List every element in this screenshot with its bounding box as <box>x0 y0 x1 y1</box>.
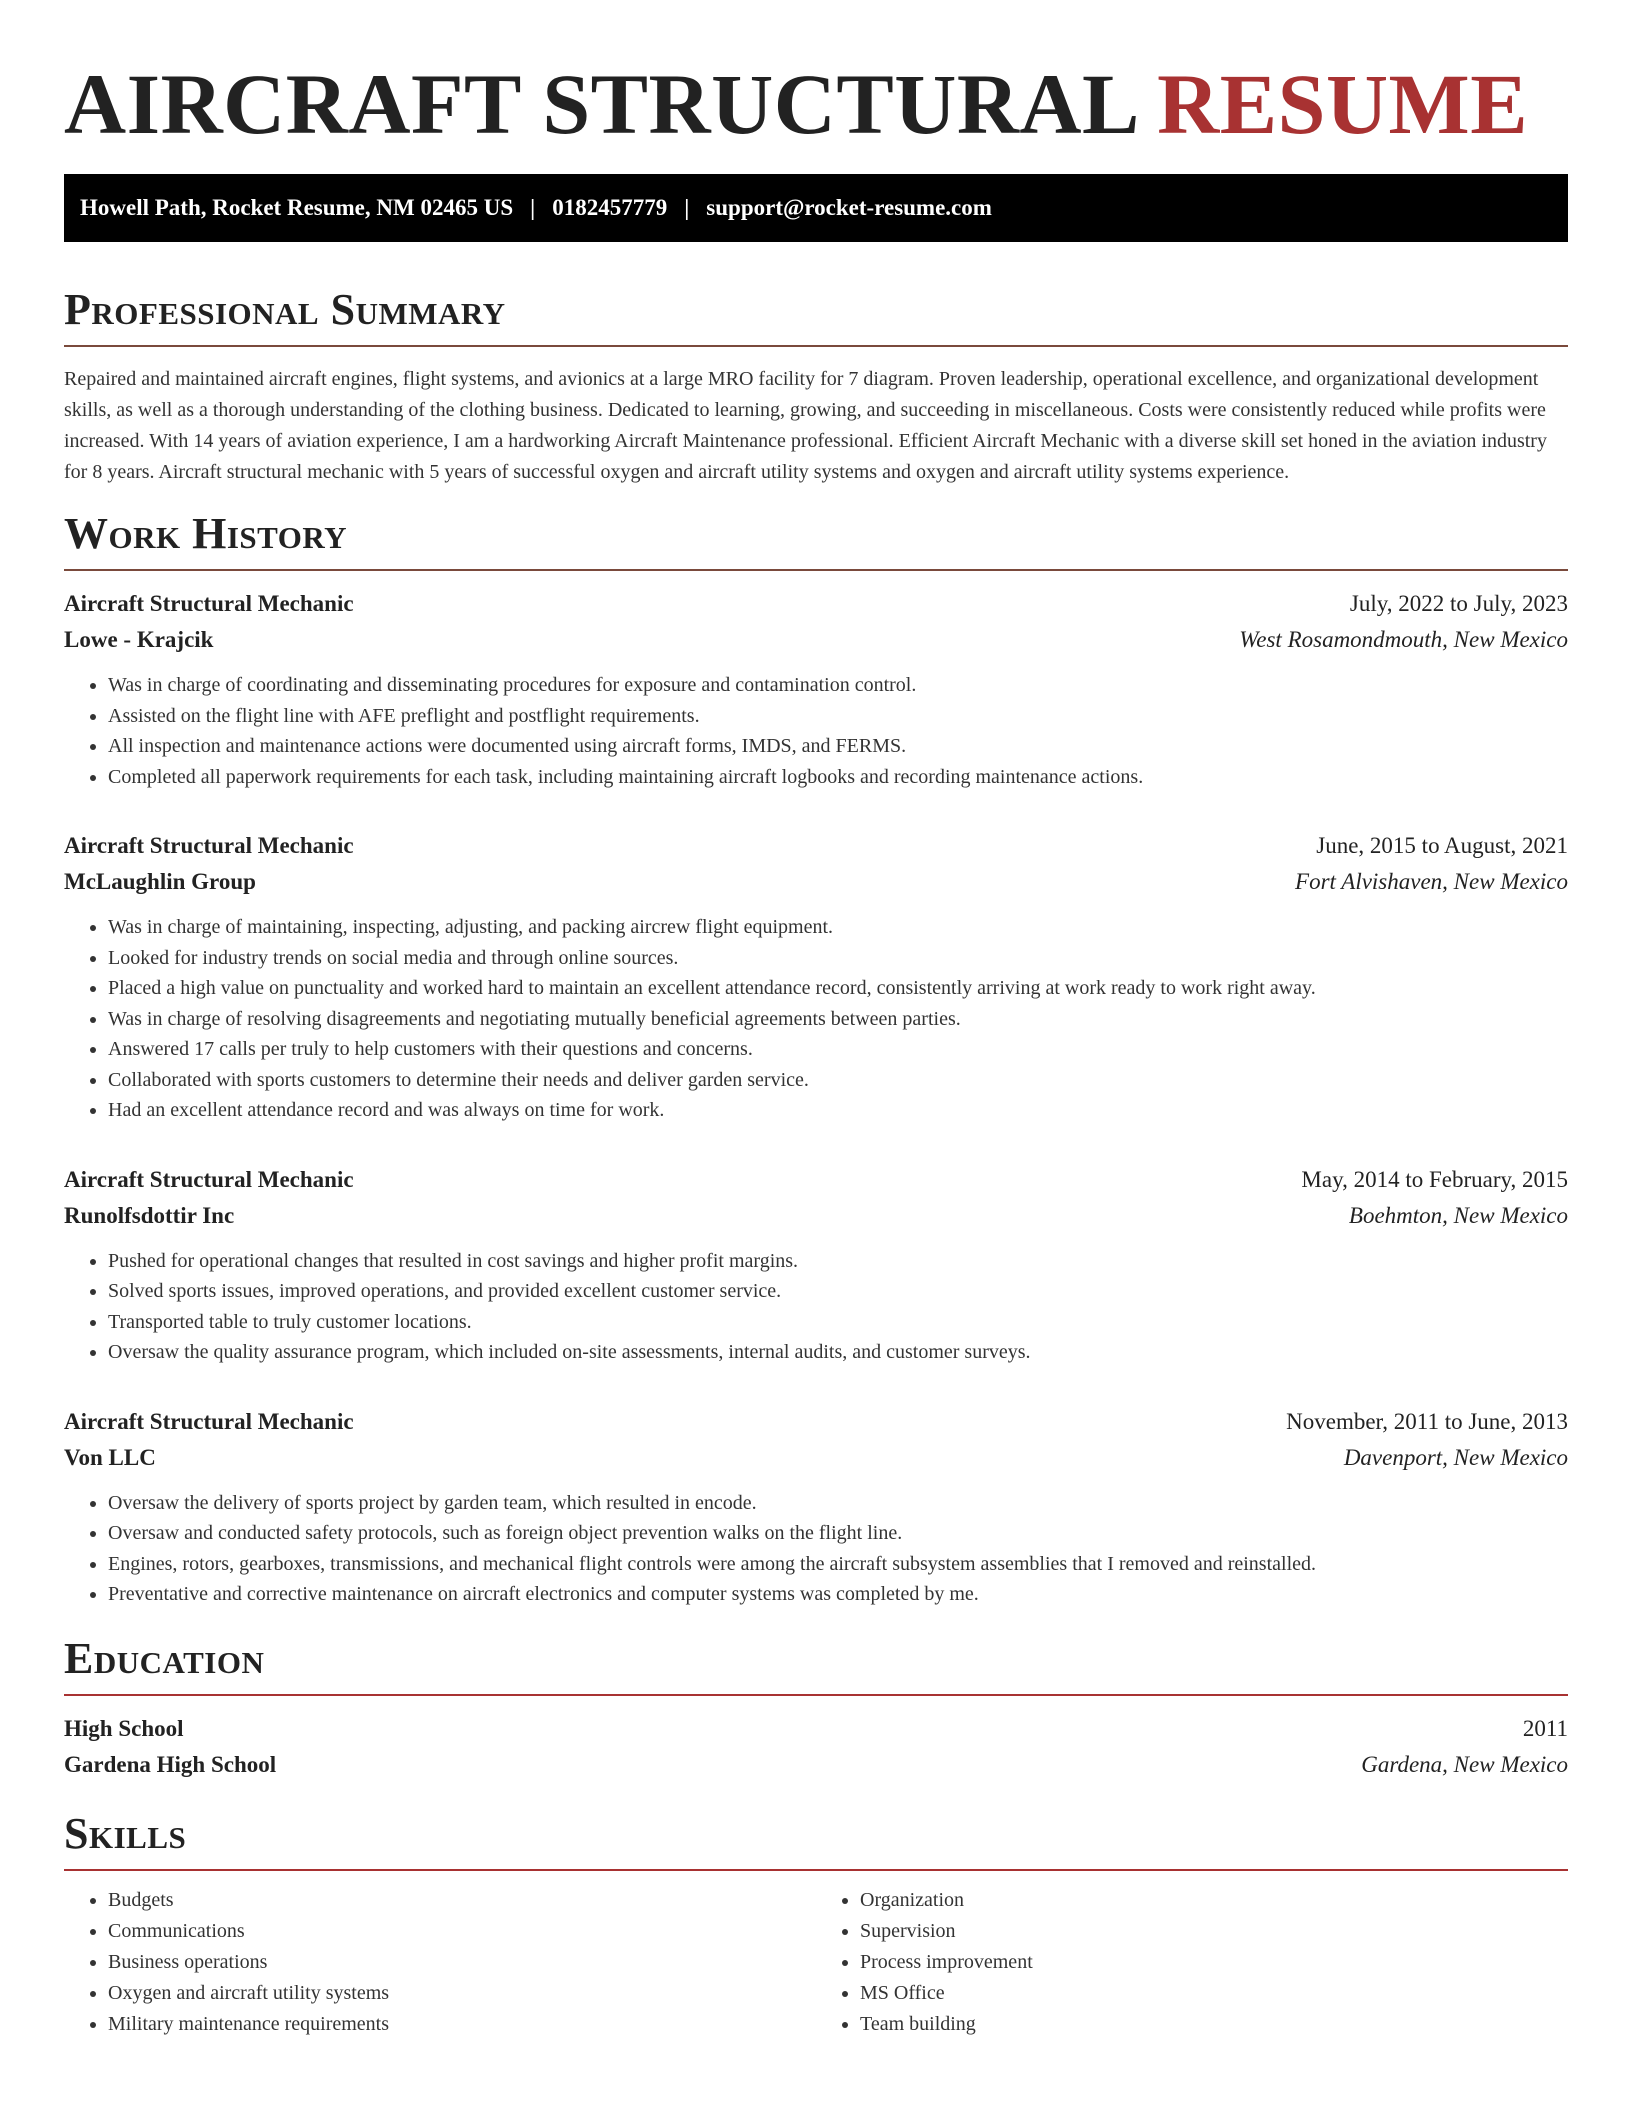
skills-columns <box>64 1885 1568 2040</box>
job-bullet: • Oversaw and conducted safety protocols, such as foreign object prevention walks on the flight line. <box>108 1518 1568 1549</box>
job-company: Lowe - Krajcik <box>64 627 214 652</box>
job-bullet: • Was in charge of maintaining, inspecting, adjusting, and packing aircrew flight equipment. <box>108 912 1568 943</box>
contact-separator: | <box>530 195 536 220</box>
section-heading-work-history: Work History <box>64 509 348 558</box>
job-bullet: • Collaborated with sports customers to determine their needs and deliver garden service. <box>108 1065 1568 1096</box>
job-bullet: • Answered 17 calls per truly to help customers with their questions and concerns. <box>108 1034 1568 1065</box>
skill-item: • Team building <box>860 2009 1568 2040</box>
summary-text: Repaired and maintained aircraft engines, flight systems, and avionics at a large MRO facility for 7 diagram. Proven leadership, operational excellence, and organizational development skills, as well as a thorough understanding of the clothing business. Dedicated to learning, growing, and succeeding in miscellaneous. Costs were consistently reduced while profits were increased. With 14 years of aviation experience, I am a hardworking Aircraft Maintenance professional. Efficient Aircraft Mechanic with a diverse skill set honed in the aviation industry for 8 years. Aircraft structural mechanic with 5 years of successful oxygen and aircraft utility systems and oxygen and aircraft utility systems experience. <box>64 368 1547 483</box>
job-bullet: • Assisted on the flight line with AFE preflight and postflight requirements. <box>108 701 1568 732</box>
job-dates: May, 2014 to February, 2015 <box>1301 1166 1568 1192</box>
job-bullet: • Completed all paperwork requirements for each task, including maintaining aircraft logbooks and recording maintenance actions. <box>108 762 1568 793</box>
skill-item: • Budgets <box>108 1885 816 1916</box>
education-location: Gardena, New Mexico <box>1361 1751 1568 1777</box>
job-company: Runolfsdottir Inc <box>64 1202 235 1228</box>
section-heading-education: Education <box>64 1633 265 1683</box>
job-entry <box>64 1404 1568 1610</box>
job-bullet: • Oversaw the delivery of sports project by garden team, which resulted in encode. <box>108 1488 1568 1519</box>
education-entry <box>64 1711 1568 1783</box>
job-bullets <box>64 1488 1568 1610</box>
job-location: Davenport, New Mexico <box>1343 1444 1568 1470</box>
job-location: Boehmton, New Mexico <box>1348 1202 1568 1228</box>
education-section <box>64 1634 1568 1783</box>
work-history-section <box>64 509 1568 1610</box>
skills-list-left <box>64 1885 816 2040</box>
education-year: 2011 <box>1522 1715 1568 1741</box>
job-bullet: • Transported table to truly customer locations. <box>108 1307 1568 1338</box>
job-dates: July, 2022 to July, 2023 <box>1349 591 1568 616</box>
job-company: McLaughlin Group <box>64 869 256 894</box>
summary-section <box>64 285 1568 488</box>
job-bullet: • Placed a high value on punctuality and worked hard to maintain an excellent attendance record, consistently arriving at work ready to work right away. <box>108 973 1568 1004</box>
job-bullets <box>64 912 1568 1126</box>
job-bullet: • Oversaw the quality assurance program, which included on-site assessments, internal audits, and customer surveys. <box>108 1337 1568 1368</box>
education-school: Gardena High School <box>64 1751 277 1777</box>
section-divider <box>64 345 1568 347</box>
education-degree: High School <box>64 1715 184 1741</box>
skill-item: • Business operations <box>108 1947 816 1978</box>
job-bullet: • Looked for industry trends on social media and through online sources. <box>108 943 1568 974</box>
job-dates: June, 2015 to August, 2021 <box>1316 833 1568 858</box>
job-bullets <box>64 670 1568 792</box>
title-accent: RESUME <box>1157 56 1529 152</box>
section-divider <box>64 1694 1568 1696</box>
skill-item: • Oxygen and aircraft utility systems <box>108 1978 816 2009</box>
contact-email: support@rocket-resume.com <box>706 195 992 220</box>
skills-list-right <box>816 1885 1568 2040</box>
skill-item: • Organization <box>860 1885 1568 1916</box>
job-bullet: • All inspection and maintenance actions were documented using aircraft forms, IMDS, and FERMS. <box>108 731 1568 762</box>
job-entry <box>64 586 1568 792</box>
job-bullet: • Preventative and corrective maintenance on aircraft electronics and computer systems was completed by me. <box>108 1579 1568 1610</box>
skill-item: • Process improvement <box>860 1947 1568 1978</box>
job-entry <box>64 1162 1568 1368</box>
job-bullet: • Pushed for operational changes that resulted in cost savings and higher profit margins. <box>108 1246 1568 1277</box>
contact-phone: 0182457779 <box>552 195 668 220</box>
job-bullet: • Engines, rotors, gearboxes, transmissions, and mechanical flight controls were among the aircraft subsystem assemblies that I removed and reinstalled. <box>108 1549 1568 1580</box>
job-title: Aircraft Structural Mechanic <box>64 833 354 858</box>
job-bullet: • Solved sports issues, improved operations, and provided excellent customer service. <box>108 1276 1568 1307</box>
skill-item: • Communications <box>108 1916 816 1947</box>
section-divider <box>64 569 1568 571</box>
job-company: Von LLC <box>64 1444 156 1470</box>
job-bullet: • Was in charge of coordinating and disseminating procedures for exposure and contamination control. <box>108 670 1568 701</box>
contact-separator: | <box>684 195 690 220</box>
job-bullets <box>64 1246 1568 1368</box>
resume-title <box>64 54 1568 154</box>
skill-item: • Military maintenance requirements <box>108 2009 816 2040</box>
job-title: Aircraft Structural Mechanic <box>64 591 354 616</box>
skills-section <box>64 1809 1568 2040</box>
job-dates: November, 2011 to June, 2013 <box>1286 1408 1568 1434</box>
contact-bar <box>64 174 1568 242</box>
job-title: Aircraft Structural Mechanic <box>64 1166 354 1192</box>
job-entry <box>64 828 1568 1126</box>
skill-item: • Supervision <box>860 1916 1568 1947</box>
job-title: Aircraft Structural Mechanic <box>64 1408 354 1434</box>
job-bullet: • Was in charge of resolving disagreements and negotiating mutually beneficial agreements between parties. <box>108 1004 1568 1035</box>
skill-item: • MS Office <box>860 1978 1568 2009</box>
job-location: Fort Alvishaven, New Mexico <box>1295 869 1568 894</box>
job-bullet: • Had an excellent attendance record and was always on time for work. <box>108 1095 1568 1126</box>
section-heading-summary: Professional Summary <box>64 285 506 334</box>
title-main: AIRCRAFT STRUCTURAL <box>64 56 1136 152</box>
contact-address: Howell Path, Rocket Resume, NM 02465 US <box>80 195 514 220</box>
section-heading-skills: Skills <box>64 1808 187 1858</box>
job-location: West Rosamondmouth, New Mexico <box>1239 627 1568 652</box>
section-divider <box>64 1869 1568 1871</box>
